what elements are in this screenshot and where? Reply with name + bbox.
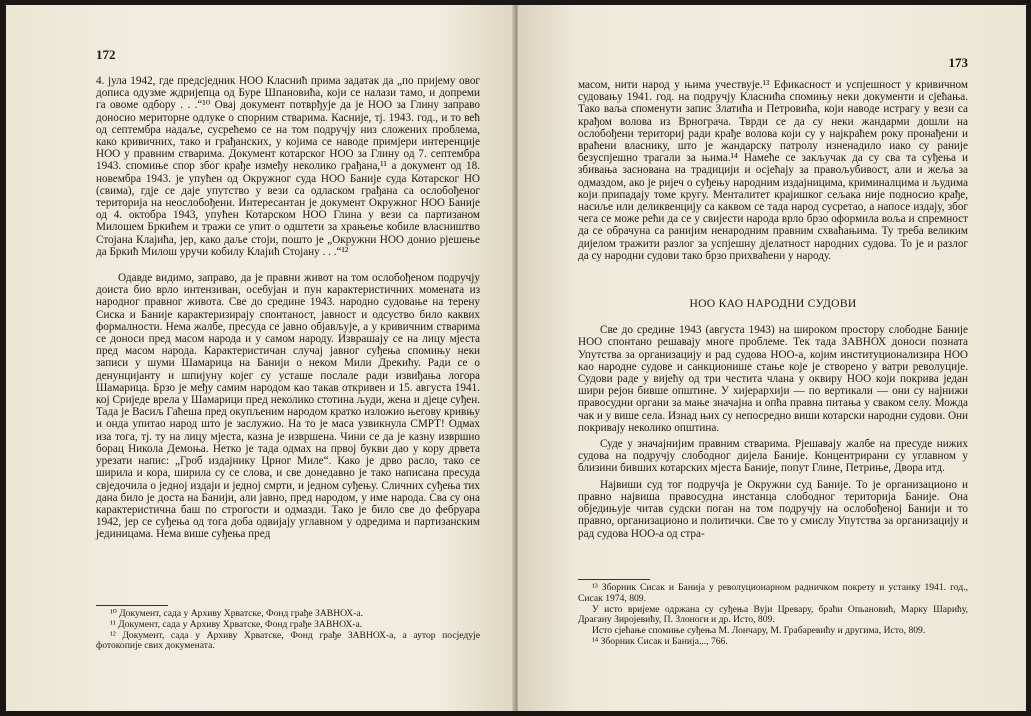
left-page-body (96, 75, 480, 541)
page-number-left: 172 (96, 47, 116, 62)
footnote-12: ¹² Документ, сада у Архиву Хрватске, Фонд грађе ЗАВНОХ-а, а аутор посједује фотокопије свих докумената. (96, 629, 480, 652)
right-paragraph-4: Највиши суд тог подручја је Окружни суд Баније. То је организационо и правно највиша правосудна инстанца слободног територија Баније. Она обједињује читав судски поган на том подручју на ослобођеној Банији и то правно, организационо и политички. Све то у смислу Упутства за организацију и рад судова НОО-а од стра- (578, 478, 968, 540)
right-paragraph-2: Све до средине 1943 (августа 1943) на широком простору слободне Баније НОО спонтано решавају многе проблеме. Тек тада ЗАВНОХ доноси позната Упутства за организацију и рад судова НОО-а, којим институционализира НОО као народне судове и санкционише стање које је створено у ватри револуције. Судови раде у вијећу од три честита члана у оквиру НОО који покрива један шири рејон бивше општине. У хијерархији — по вертикали — они су најнижи правосудни органи за мање значајна и опћа правна питања у сваком селу. Можда чак и у више села. Изнад њих су непосредно виши котарски народни судови. Они покривају неколико општина. (578, 324, 968, 434)
right-paragraph-3: Суде у значајнијим правним стварима. Рјешавају жалбе на пресуде нижих судова на подручју слободног дијела Баније. Концентрирани су углавном у близини бивших котарских мјеста Баније, попут Глине, Петриње, Двора итд. (578, 438, 968, 475)
right-paragraph-1: масом, нити народ у њима учествује.¹³ Ефикасност и успјешност у кривичном судовању 1941. год. на подручју Класнића спомињу неки документи и сјећања. Тако ваља споменути запис Златића и Петровића, који наводе истрагу у вези са крађом волова из Врнограча. Тврди се да су неки жандарми дошли на ослобођени териториј ради крађе волова који су у најкраћем року пронађени и враћени власнику, што је жандарску патролу изненадило иако су раније безуспјешно трагали за њима.¹⁴ Намеће се закључак да су сва та суђења и збивања заснована на традицији и осјећају за правољубивост, али и жеља за одмаздом, ако је ријеч о суђењу народним издајницима, криминалцима и људима који припадају томе кругу. Менталитет крајишког сељака није подносио крађе, насиље или деликвенцију са каквом се тада народ сусретао, а напосе издају, због чега се може рећи да се у свијести народа врло брзо оформила воља и спремност да се обрачуна са ранијим ненародним правним схваћањима. Ту треба великим дијелом тражити разлог за успјешну дјелатност народних судова. То је и разлог да су народни судови тако брзо прихваћени у народу. (578, 79, 968, 262)
left-paragraph-2: Одавде видимо, заправо, да је правни живот на том ослобођеном подручју доиста био врло интензиван, осебујан и пун карактеристичних момената из народног правног живота. Све до средине 1943. народно судовање на терену Сиска и Баније карактеризирају спонтаност, јавност и одсуство било каквих формалности. Нема жалбе, пресуда се јавно објављује, а у кривичним стварима се доноси пред масом народа и у самом народу. Изврашају се на лицу мјеста пред масом народа. Карактеристичан случај јавног суђења спомињу неки записи у шуми Шамарица на Банији о неком Мили Дрекићу. Ради се о денунцијанту и шпијуну којег су усташе послале ради извиђања логора Шамарица. Брзо је међу самим народом као такав откривен и 15. августа 1941. кој Сриједе врела у Шамарици пред неколико стотина људи, жена и дјеце суђен. Тада је Васиљ Гаћеша пред окупљеним народом кратко изложио његову кривњу и онда упитао народ што је заслужио. На то је маса узвикнула СМРТ! Одмах иза тога, тј. ту на лицу мјеста, казна је извршена. Чини се да је казну извршио борац Никола Демоња. Нетко је тада одмах на првој букви дао у кору дрвета урезати напис: „Гроб издајнику Црног Миле“. Како је дрво расло, тако се ширила и кора, ширила су се слова, и све донедавно је тако написана пресуда свједочила о једној издаји и једној смрти, и једном суђењу. Сличних суђења тих дана било је доста на Банији, али јавно, пред народом, у име народа. Сва су она карактеристична баш по строгости и одмазди. Тако је било све до фебруара 1942, јер се суђења од тога доба одвијају углавном у одредима и партизанским јединицама. Нема више суђења пред (96, 272, 480, 541)
left-paragraph-1: 4. јула 1942, где предсједник НОО Класнић прима задатак да „по пријему овог дописа одузме ждријепца од Буре Шпановића, који се налази тамо, и допреми га овоме одбору . . .“¹⁰ Овај документ потврђује да је НОО за Глину заправо доносио мериторне одлуке о спорним стварима. Касније, тј. 1943. год., и то већ од септембра надаље, сусрећемо се на том подручју низ сложених проблема, како кривичних, тако и грађанских, у којима се наводе примјери интеренције НОО у правним стварима. Документ котарског НОО за Глину од 7. септембра 1943. спомиње спор због крађе између неколико грађана,¹¹ а документ од 18. новембра 1943. је упућен од Окружног суда НОО Баније суда Котарског НО (свима), гдје се даје упутство у вези са одласком грађана са ослобођеног територија на неослобођени. Интересантан је документ Окружног НОО Баније од 4. октобра 1943, упућен Котарском НОО Глина у вези са партизаном Милошем Бркићем и тражи се упит о одштети за храњење кобиле власништво Стојана Клајића, јер, како даље стоји, пошто је „Окружни НОО донио рјешење да Бркић Милош уручи кобилу Клајић Стојану . . .“¹² (96, 75, 480, 258)
footnote-rule-right (578, 579, 650, 580)
footnote-11: ¹¹ Документ, сада у Архиву Хрватске, Фонд грађе ЗАВНОХ-а. (110, 618, 363, 630)
right-footnotes (578, 579, 968, 648)
footnote-13-cont-2: Исто сјећање спомиње суђења М. Лончару, М. Грабаревићу и другима, Исто, 809. (592, 625, 926, 637)
right-page (518, 5, 1026, 711)
left-page (6, 5, 514, 711)
footnote-13: ¹³ Зборник Сисак и Банија у револуционарном радничком покрету и устанку 1941. год., Сисак 1974, 809. (578, 582, 968, 604)
footnote-rule-left (96, 605, 168, 606)
footnote-10: ¹⁰ Документ, сада у Архиву Хрватске, Фонд грађе ЗАВНОХ-а. (110, 608, 364, 619)
page-number-right: 173 (948, 55, 968, 70)
footnote-14: ¹⁴ Зборник Сисак и Банија..., 766. (592, 635, 728, 647)
footnote-13-cont-1: У исто вријеме одржана су суђења Вуји Цревару, браћи Опьановић, Марку Шарићу, Драгану Зироjевићу, П. Злоноги и др. Исто, 809. (578, 603, 968, 626)
right-page-body (578, 79, 968, 540)
left-footnotes (96, 605, 480, 652)
section-heading: НОО КАО НАРОДНИ СУДОВИ (689, 297, 857, 311)
